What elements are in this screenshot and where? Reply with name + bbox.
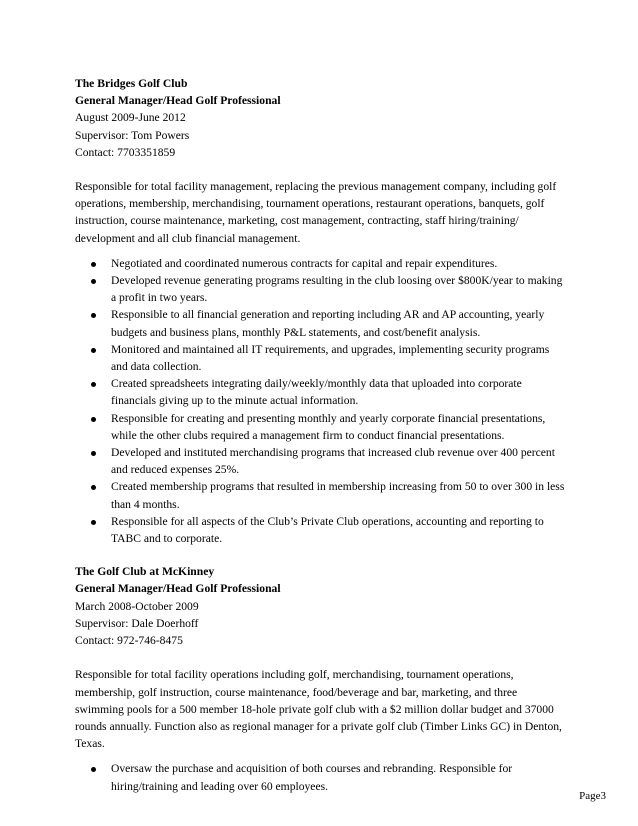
list-item-text: Responsible for all aspects of the Club’s Private Club operations, accounting and reporting to — [111, 514, 544, 528]
resume-page — [75, 75, 575, 795]
list-item — [75, 341, 575, 375]
employment-dates: March 2008-October 2009 — [75, 599, 199, 613]
bullet-icon — [91, 767, 96, 772]
bullet-icon — [91, 417, 96, 422]
accomplishment-list — [75, 760, 575, 794]
contact: Contact: 972-746-8475 — [75, 634, 183, 648]
list-item — [75, 444, 575, 478]
list-item-text: and data collection. — [111, 360, 202, 374]
job-description — [75, 178, 575, 247]
list-item — [75, 478, 575, 512]
page-number: Page3 — [579, 790, 606, 802]
list-item — [75, 255, 575, 272]
bullet-icon — [91, 348, 96, 353]
description-line: Texas. — [75, 737, 105, 751]
bullet-icon — [91, 382, 96, 387]
list-item — [75, 513, 575, 547]
list-item-text: Developed revenue generating programs resulting in the club loosing over $800K/year to making — [111, 274, 563, 288]
description-line: instruction, course maintenance, marketing, cost management, contracting, staff hiring/training/ — [75, 214, 519, 228]
employment-dates: August 2009-June 2012 — [75, 111, 186, 125]
bullet-icon — [91, 313, 96, 318]
list-item-text: TABC and to corporate. — [111, 532, 223, 546]
description-line: membership, golf instruction, course maintenance, food/beverage and bar, marketing, and three — [75, 685, 518, 699]
list-item-text: while the other clubs required a management firm to conduct financial presentations. — [111, 428, 505, 442]
list-item-text: than 4 months. — [111, 497, 180, 511]
list-item-text: a profit in two years. — [111, 291, 208, 305]
description-line: Responsible for total facility operations including golf, merchandising, tournament operations, — [75, 668, 514, 682]
job-title: General Manager/Head Golf Professional — [75, 94, 281, 108]
list-item-text: Responsible for creating and presenting monthly and yearly corporate financial presentations, — [111, 411, 546, 425]
job-section-mckinney — [75, 563, 575, 794]
list-item-text: Created membership programs that resulted in membership increasing from 50 to over 300 in less — [111, 480, 565, 494]
list-item — [75, 410, 575, 444]
bullet-icon — [91, 485, 96, 490]
list-item-text: hiring/training and leading over 60 employees. — [111, 779, 329, 793]
description-line: operations, membership, merchandising, tournament operations, restaurant operations, banquets, golf — [75, 197, 545, 211]
list-item-text: Oversaw the purchase and acquisition of both courses and rebranding. Responsible for — [111, 762, 513, 776]
list-item-text: Responsible to all financial generation and reporting including AR and AP accounting, yearly — [111, 308, 545, 322]
description-line: swimming pools for a 500 member 18-hole private golf club with a $2 million dollar budget and 37000 — [75, 702, 554, 716]
list-item-text: Negotiated and coordinated numerous contracts for capital and repair expenditures. — [111, 256, 498, 270]
bullet-icon — [91, 451, 96, 456]
list-item — [75, 375, 575, 409]
employer-name: The Bridges Golf Club — [75, 77, 188, 90]
list-item — [75, 272, 575, 306]
accomplishment-list — [75, 255, 575, 547]
list-item-text: Created spreadsheets integrating daily/weekly/monthly data that uploaded into corporate — [111, 377, 522, 391]
description-line: Responsible for total facility management, replacing the previous management company, including golf — [75, 180, 557, 194]
job-section-bridges — [75, 75, 575, 547]
list-item-text: Monitored and maintained all IT requirements, and upgrades, implementing security programs — [111, 342, 550, 356]
bullet-icon — [91, 520, 96, 525]
employer-name: The Golf Club at McKinney — [75, 565, 215, 579]
bullet-icon — [91, 262, 96, 267]
supervisor: Supervisor: Dale Doerhoff — [75, 616, 199, 630]
list-item-text: Developed and instituted merchandising programs that increased club revenue over 400 percent — [111, 446, 555, 460]
supervisor: Supervisor: Tom Powers — [75, 128, 190, 142]
list-item — [75, 306, 575, 340]
bullet-icon — [91, 279, 96, 284]
list-item-text: financials giving up to the minute actual information. — [111, 394, 359, 408]
list-item-text: budgets and business plans, monthly P&L statements, and cost/benefit analysis. — [111, 325, 481, 339]
list-item-text: and reduced expenses 25%. — [111, 463, 240, 477]
job-title: General Manager/Head Golf Professional — [75, 582, 281, 596]
description-line: rounds annually. Function also as regional manager for a private golf club (Timber Links GC) in Denton, — [75, 719, 562, 733]
list-item — [75, 760, 575, 794]
job-description — [75, 666, 575, 752]
description-line: development and all club financial management. — [75, 231, 301, 245]
contact: Contact: 7703351859 — [75, 145, 176, 159]
